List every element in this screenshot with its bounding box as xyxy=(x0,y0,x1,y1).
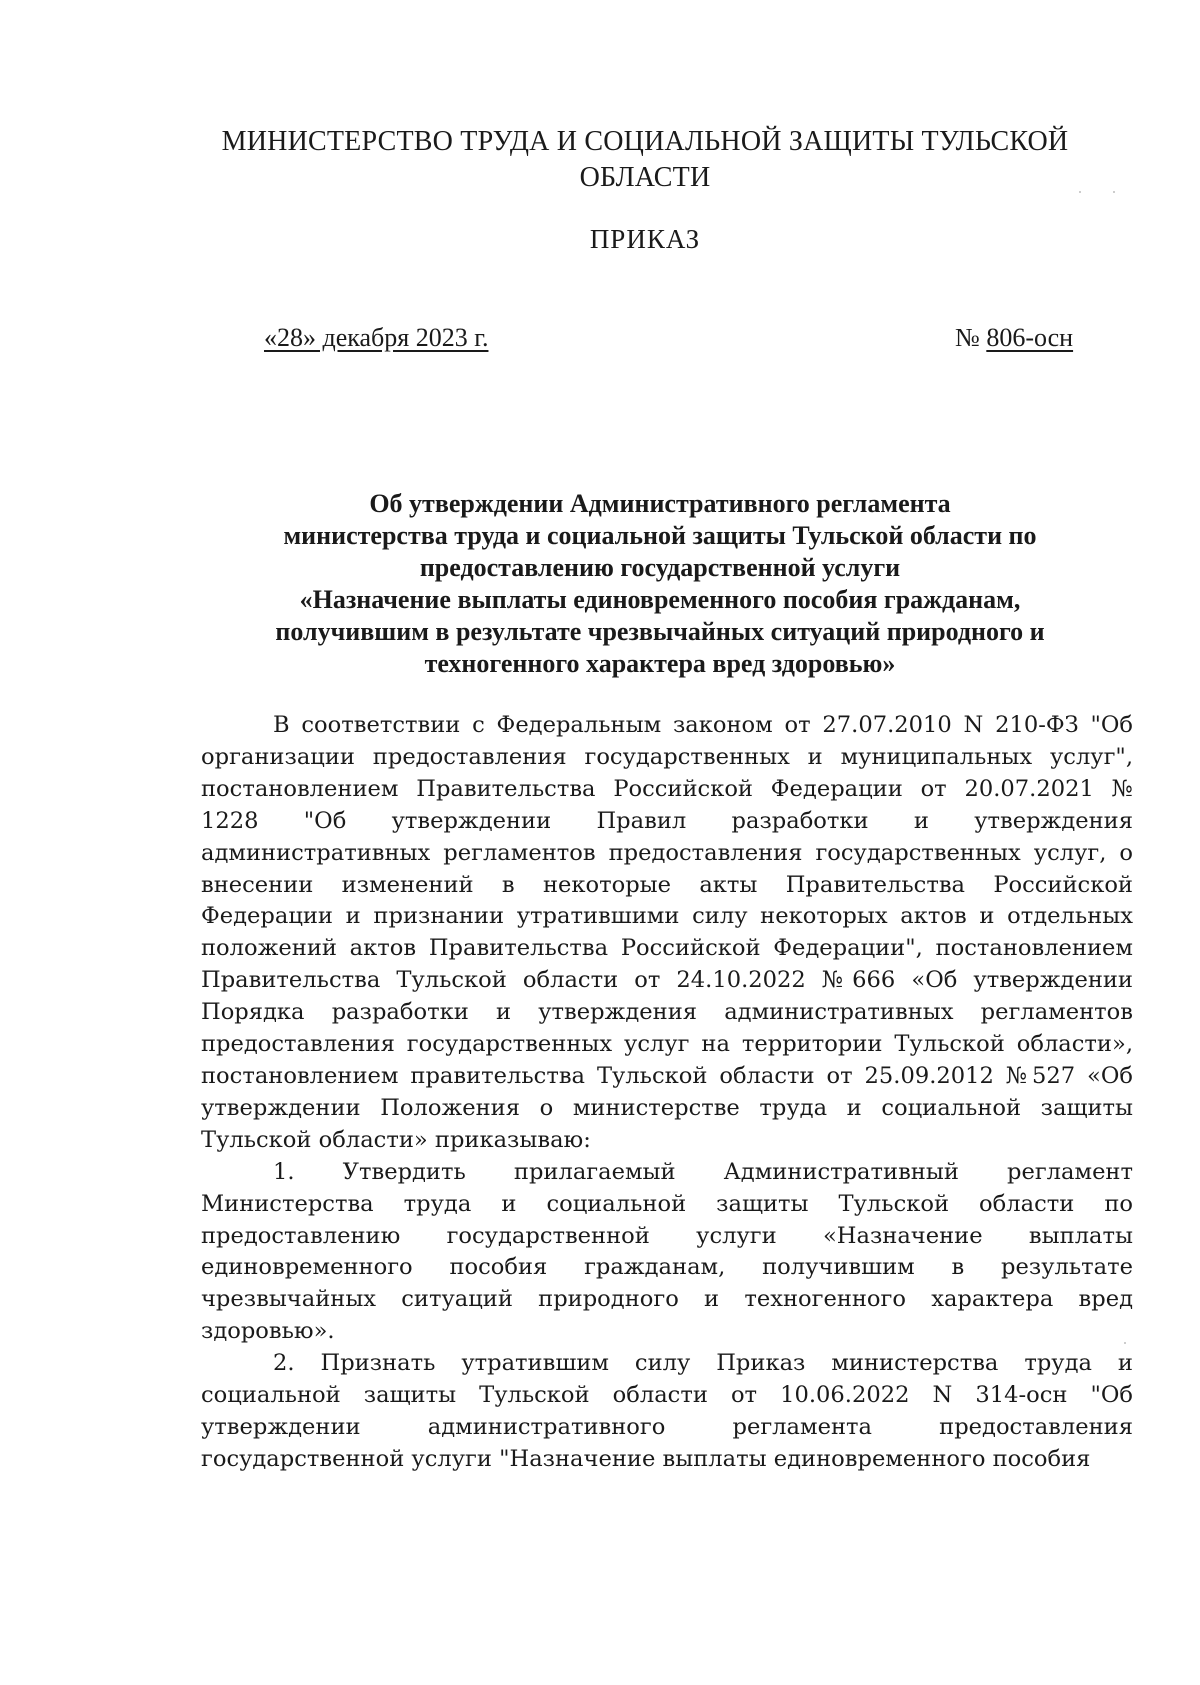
subject-line: Об утверждении Административного регламента xyxy=(369,489,951,518)
item-1-paragraph: 1. Утвердить прилагаемый Административный регламент Министерства труда и социальной защиты Тульской области по предоставлению государственной услуги «Назначение выплаты единовременного пособия гражданам, получившим в результате чрезвычайных ситуаций природного и техногенного характера вред здоровью». xyxy=(201,1158,1133,1345)
item-2-paragraph: 2. Признать утратившим силу Приказ министерства труда и социальной защиты Тульской области от 10.06.2022 N 314-осн "Об утверждении административного регламента предоставления государственной услуги "Назначение выплаты единовременного пособия xyxy=(201,1350,1133,1472)
order-subject xyxy=(215,488,1105,680)
subject-line: министерства труда и социальной защиты Тульской области по xyxy=(283,521,1037,550)
order-body xyxy=(201,710,1133,1476)
order-number-prefix: № xyxy=(955,323,987,352)
order-type-heading: ПРИКАЗ xyxy=(589,224,701,254)
subject-line: предоставлению государственной услуги xyxy=(419,553,901,582)
order-number xyxy=(955,322,1073,354)
ministry-title-line2: ОБЛАСТИ xyxy=(579,162,711,193)
preamble-paragraph: В соответствии с Федеральным законом от 27.07.2010 N 210-ФЗ "Об организации предоставления государственных и муниципальных услуг", постановлением Правительства Российской Федерации от 20.07.2021 № 1228 "Об утверждении Правил разработки и утверждения административных регламентов предоставления государственных услуг, о внесении изменений в некоторые акты Правительства Российской Федерации и признании утратившими силу некоторых актов и отдельных положений актов Правительства Российской Федерации", постановлением Правительства Тульской области от 24.10.2022 №666 «Об утверждении Порядка разработки и утверждения административных регламентов предоставления государственных услуг на территории Тульской области», постановлением правительства Тульской области от 25.09.2012 №527 «Об утверждении Положения о министерстве труда и социальной защиты Тульской области» приказываю: xyxy=(201,712,1133,1153)
ministry-title-line1: МИНИСТЕРСТВО ТРУДА И СОЦИАЛЬНОЙ ЗАЩИТЫ ТУЛЬСКОЙ xyxy=(221,126,1069,157)
scan-speck xyxy=(1079,191,1081,193)
scan-speck xyxy=(1124,1342,1126,1344)
subject-line: получившим в результате чрезвычайных ситуаций природного и xyxy=(275,617,1045,646)
ministry-title xyxy=(150,124,1140,196)
subject-line: техногенного характера вред здоровью» xyxy=(424,649,896,678)
order-number-value: 806-осн xyxy=(986,323,1074,352)
scan-speck xyxy=(1113,191,1115,193)
order-date: «28» декабря 2023 г. xyxy=(264,323,489,352)
subject-line: «Назначение выплаты единовременного пособия гражданам, xyxy=(299,585,1021,614)
